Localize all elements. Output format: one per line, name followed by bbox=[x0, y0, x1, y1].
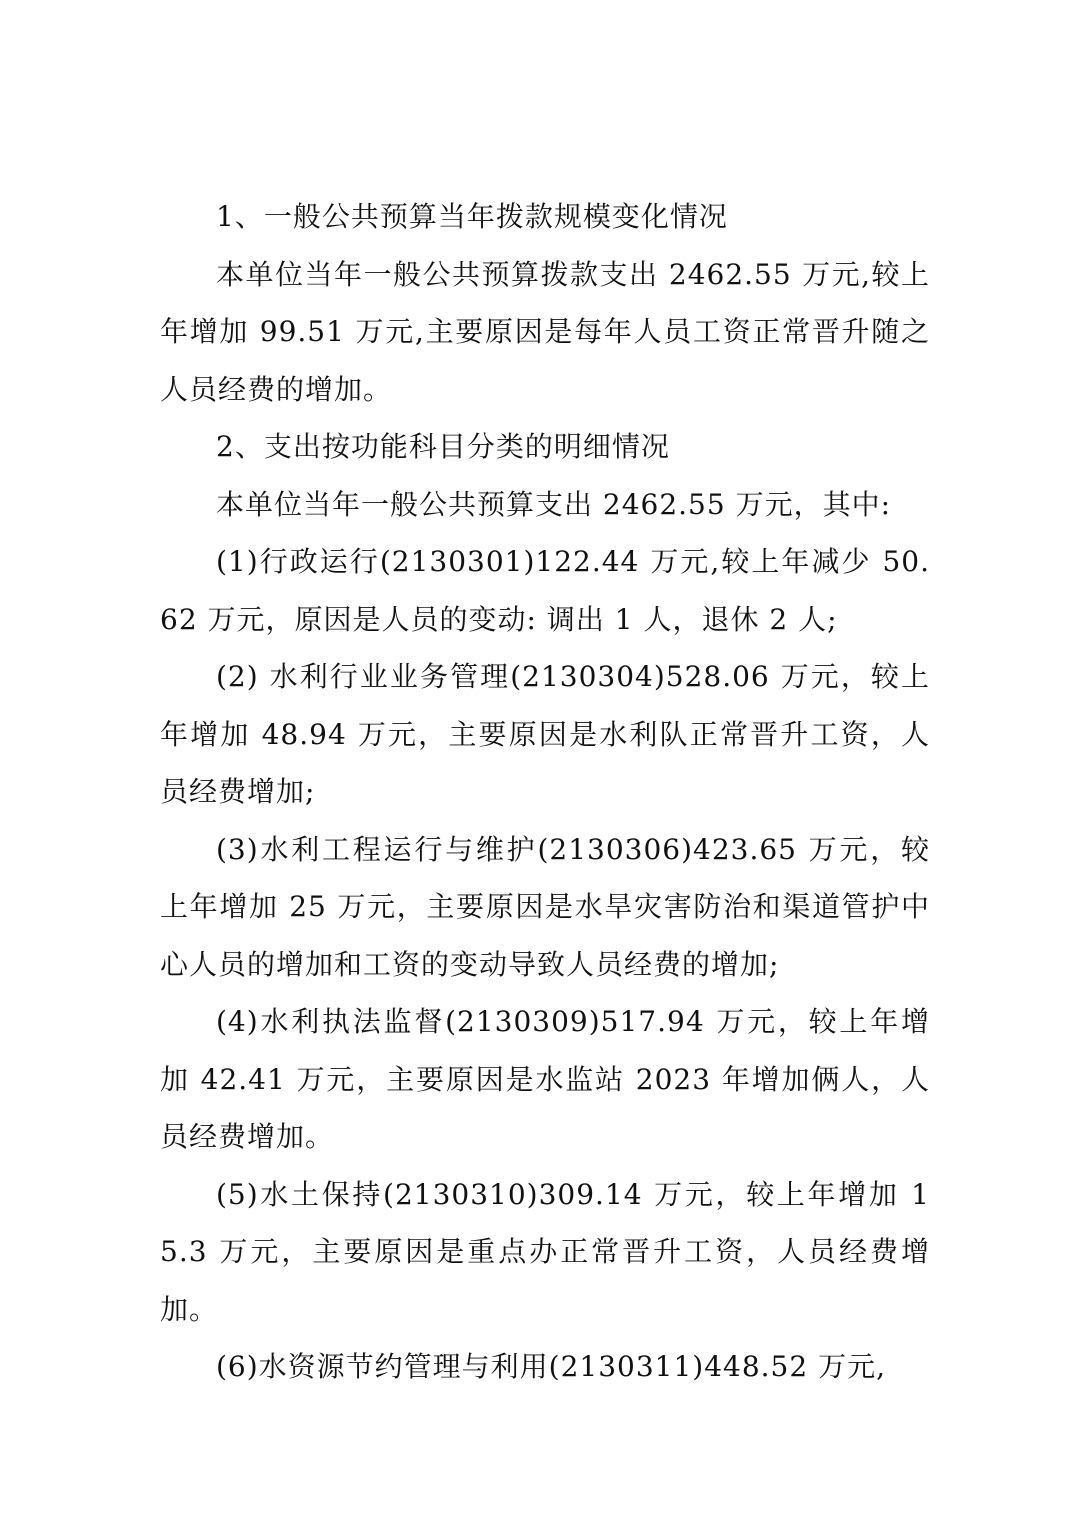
list-item-soil-conservation: (5)水土保持(2130310)309.14 万元，较上年增加 15.3 万元，主要原因是重点办正常晋升工资，人员经费增加。 bbox=[160, 1177, 930, 1326]
list-item-water-resource-saving: (6)水资源节约管理与利用(2130311)448.52 万元, bbox=[216, 1350, 886, 1383]
section-heading-2: 2、支出按功能科目分类的明细情况 bbox=[216, 430, 670, 463]
list-item-water-industry-management: (2) 水利行业业务管理(2130304)528.06 万元，较上年增加 48.94 万元，主要原因是水利队正常晋升工资，人员经费增加; bbox=[160, 660, 930, 808]
list-item-law-enforcement: (4)水利执法监督(2130309)517.94 万元，较上年增加 42.41 万元，主要原因是水监站 2023 年增加俩人，人员经费增加。 bbox=[160, 1005, 930, 1153]
document-body bbox=[160, 188, 930, 1396]
paragraph-appropriation-change: 本单位当年一般公共预算拨款支出 2462.55 万元,较上年增加 99.51 万元,主要原因是每年人员工资正常晋升随之人员经费的增加。 bbox=[160, 257, 930, 406]
list-item-admin-operation: (1)行政运行(2130301)122.44 万元,较上年减少 50.62 万元，原因是人员的变动: 调出 1 人，退休 2 人; bbox=[160, 545, 930, 636]
paragraph-total-expenditure: 本单位当年一般公共预算支出 2462.55 万元，其中: bbox=[216, 487, 892, 521]
list-item-water-project-operation: (3)水利工程运行与维护(2130306)423.65 万元，较上年增加 25 万元，主要原因是水旱灾害防治和渠道管护中心人员的增加和工资的变动导致人员经费的增加; bbox=[160, 832, 930, 981]
section-heading-1: 1、一般公共预算当年拨款规模变化情况 bbox=[216, 200, 728, 233]
